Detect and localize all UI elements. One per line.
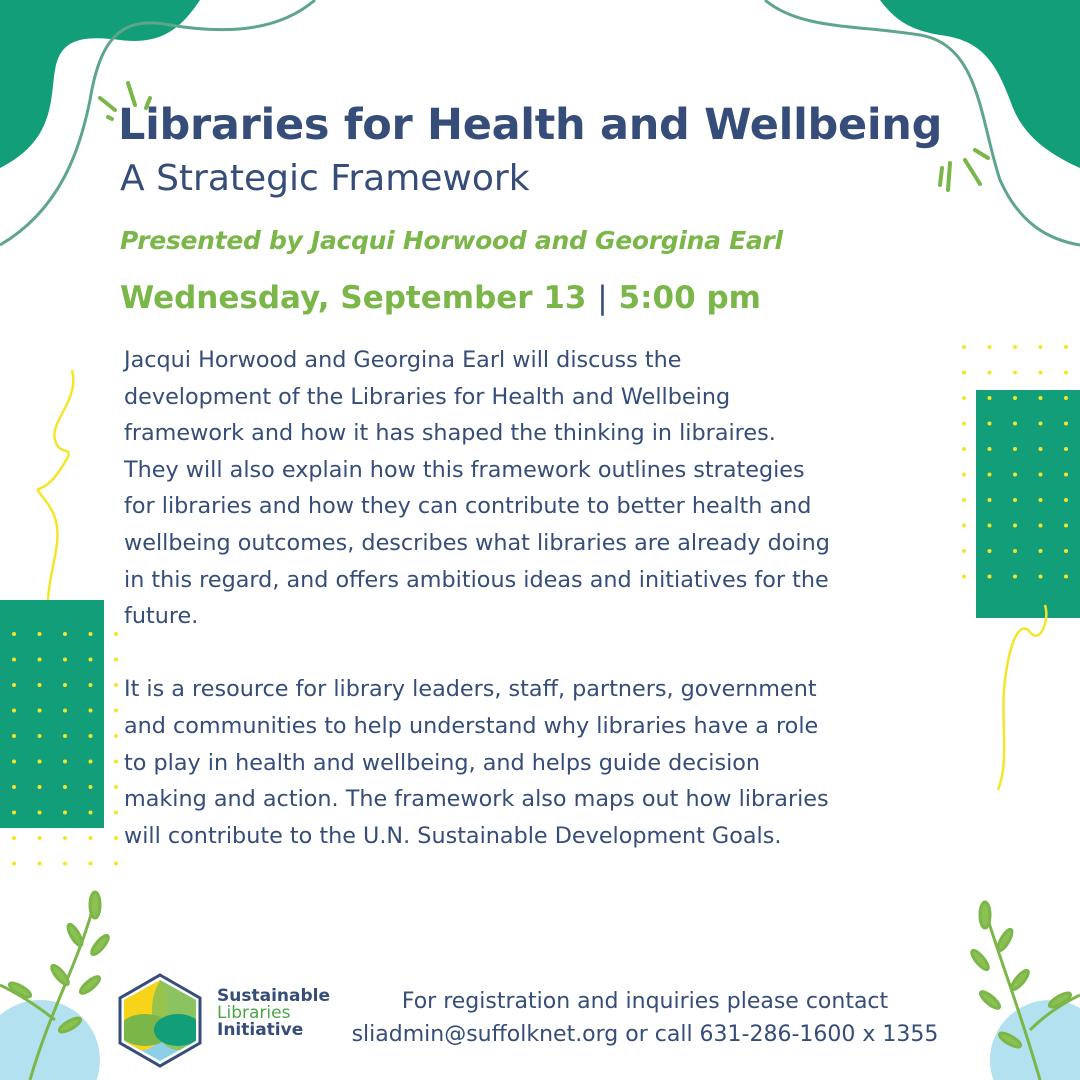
- text-line: It is a resource for library leaders, staff, partners, government: [124, 676, 817, 703]
- circle-bottom-left: [0, 1000, 100, 1080]
- dot: [114, 760, 118, 764]
- dot: [114, 683, 118, 687]
- dot: [988, 345, 992, 349]
- dot: [89, 709, 93, 713]
- dot: [63, 811, 67, 815]
- dot: [1064, 447, 1068, 451]
- dot: [89, 683, 93, 687]
- dot: [1039, 575, 1043, 579]
- text-line: development of the Libraries for Health and Wellbeing: [124, 383, 731, 410]
- dot: [962, 371, 966, 375]
- dot: [38, 785, 42, 789]
- dot: [1013, 422, 1017, 426]
- sli-logo-icon: [116, 970, 204, 1070]
- contact-line-2[interactable]: sliadmin@suffolknet.org or call 631-286-1600 x 1355: [351, 1022, 939, 1047]
- dot: [962, 396, 966, 400]
- dot: [1039, 371, 1043, 375]
- logo-line-2: Libraries: [217, 1003, 291, 1023]
- dot: [962, 498, 966, 502]
- dot: [89, 658, 93, 662]
- contact-line-1: For registration and inquiries please contact: [401, 989, 889, 1014]
- dot: [1013, 396, 1017, 400]
- dot: [988, 422, 992, 426]
- dot: [1039, 549, 1043, 553]
- dot: [962, 524, 966, 528]
- dot: [1039, 498, 1043, 502]
- dot: [1039, 396, 1043, 400]
- dot: [89, 836, 93, 840]
- dot: [962, 447, 966, 451]
- contact-info: [330, 985, 960, 1051]
- dot: [962, 549, 966, 553]
- text-line: wellbeing outcomes, describes what libraries are already doing: [124, 529, 830, 556]
- sli-logo-text: [217, 988, 330, 1039]
- dot: [12, 862, 16, 866]
- dot: [1064, 371, 1068, 375]
- dot: [1013, 575, 1017, 579]
- dot: [89, 811, 93, 815]
- text-line: will contribute to the U.N. Sustainable Development Goals.: [124, 822, 782, 849]
- logo-line-1: Sustainable: [217, 986, 330, 1006]
- dot: [12, 836, 16, 840]
- dot: [1013, 498, 1017, 502]
- dot: [1064, 345, 1068, 349]
- event-datetime: [120, 280, 761, 316]
- dot: [988, 396, 992, 400]
- dot: [988, 575, 992, 579]
- text-line: They will also explain how this framework outlines strategies: [124, 456, 805, 483]
- text-line: and communities to help understand why libraries have a role: [124, 712, 819, 739]
- dot: [38, 760, 42, 764]
- logo-line-3: Initiative: [217, 1020, 304, 1040]
- dot: [63, 683, 67, 687]
- dot: [89, 734, 93, 738]
- squiggle-left: [38, 370, 74, 600]
- dot: [12, 760, 16, 764]
- dot: [38, 811, 42, 815]
- dot: [988, 498, 992, 502]
- dot: [962, 345, 966, 349]
- page-title: Libraries for Health and Wellbeing: [118, 100, 943, 150]
- dot: [63, 785, 67, 789]
- dot: [988, 473, 992, 477]
- dot: [1064, 396, 1068, 400]
- separator: |: [597, 280, 608, 316]
- dot: [12, 709, 16, 713]
- dot: [1039, 473, 1043, 477]
- text-line: to play in health and wellbeing, and helps guide decision: [124, 749, 761, 776]
- text-line: making and action. The framework also maps out how libraries: [124, 786, 829, 813]
- paragraph-1: [124, 342, 830, 635]
- dot: [988, 549, 992, 553]
- dot: [114, 632, 118, 636]
- text-line: future.: [124, 603, 199, 630]
- dot: [63, 862, 67, 866]
- dot: [12, 785, 16, 789]
- dot: [63, 836, 67, 840]
- text-line: for libraries and how they can contribute to better health and: [124, 493, 812, 520]
- event-time: 5:00 pm: [618, 280, 761, 316]
- dot: [38, 658, 42, 662]
- dot: [1039, 524, 1043, 528]
- dot: [1013, 524, 1017, 528]
- dot: [988, 371, 992, 375]
- dot: [63, 658, 67, 662]
- dot: [38, 836, 42, 840]
- text-line: Jacqui Horwood and Georgina Earl will discuss the: [124, 347, 682, 373]
- page-subtitle: A Strategic Framework: [120, 158, 530, 199]
- dot: [1013, 345, 1017, 349]
- dot: [1064, 473, 1068, 477]
- dot: [1064, 524, 1068, 528]
- dot: [12, 658, 16, 662]
- dot: [12, 811, 16, 815]
- dot: [89, 785, 93, 789]
- dot: [1064, 575, 1068, 579]
- squiggle-right: [998, 605, 1046, 790]
- dot: [89, 632, 93, 636]
- dot: [38, 632, 42, 636]
- dot: [38, 709, 42, 713]
- dot: [114, 811, 118, 815]
- dot: [1039, 345, 1043, 349]
- dot: [63, 709, 67, 713]
- dot: [38, 734, 42, 738]
- dot: [1064, 422, 1068, 426]
- dot: [63, 632, 67, 636]
- dot: [114, 785, 118, 789]
- dot: [962, 575, 966, 579]
- dot: [114, 658, 118, 662]
- text-line: framework and how it has shaped the thinking in libraires.: [124, 420, 776, 447]
- dot: [63, 734, 67, 738]
- dot: [38, 862, 42, 866]
- event-date: Wednesday, September 13: [120, 280, 587, 316]
- dot: [1013, 549, 1017, 553]
- dot: [988, 524, 992, 528]
- dot: [89, 862, 93, 866]
- dot: [1013, 473, 1017, 477]
- dot: [1013, 371, 1017, 375]
- dot: [114, 862, 118, 866]
- text-line: in this regard, and offers ambitious ideas and initiatives for the: [124, 566, 829, 593]
- presenters-line: Presented by Jacqui Horwood and Georgina Earl: [120, 226, 783, 255]
- dot: [1064, 549, 1068, 553]
- dot: [962, 473, 966, 477]
- dot: [12, 632, 16, 636]
- dot: [38, 683, 42, 687]
- dot: [63, 760, 67, 764]
- dot: [114, 836, 118, 840]
- dot: [114, 734, 118, 738]
- dot: [1039, 447, 1043, 451]
- dot: [962, 422, 966, 426]
- dot: [114, 709, 118, 713]
- dot: [1064, 498, 1068, 502]
- dot: [988, 447, 992, 451]
- description: [124, 342, 830, 854]
- dot: [1039, 422, 1043, 426]
- dot: [1013, 447, 1017, 451]
- paragraph-2: [124, 671, 830, 854]
- dot: [12, 734, 16, 738]
- dot: [89, 760, 93, 764]
- dot: [12, 683, 16, 687]
